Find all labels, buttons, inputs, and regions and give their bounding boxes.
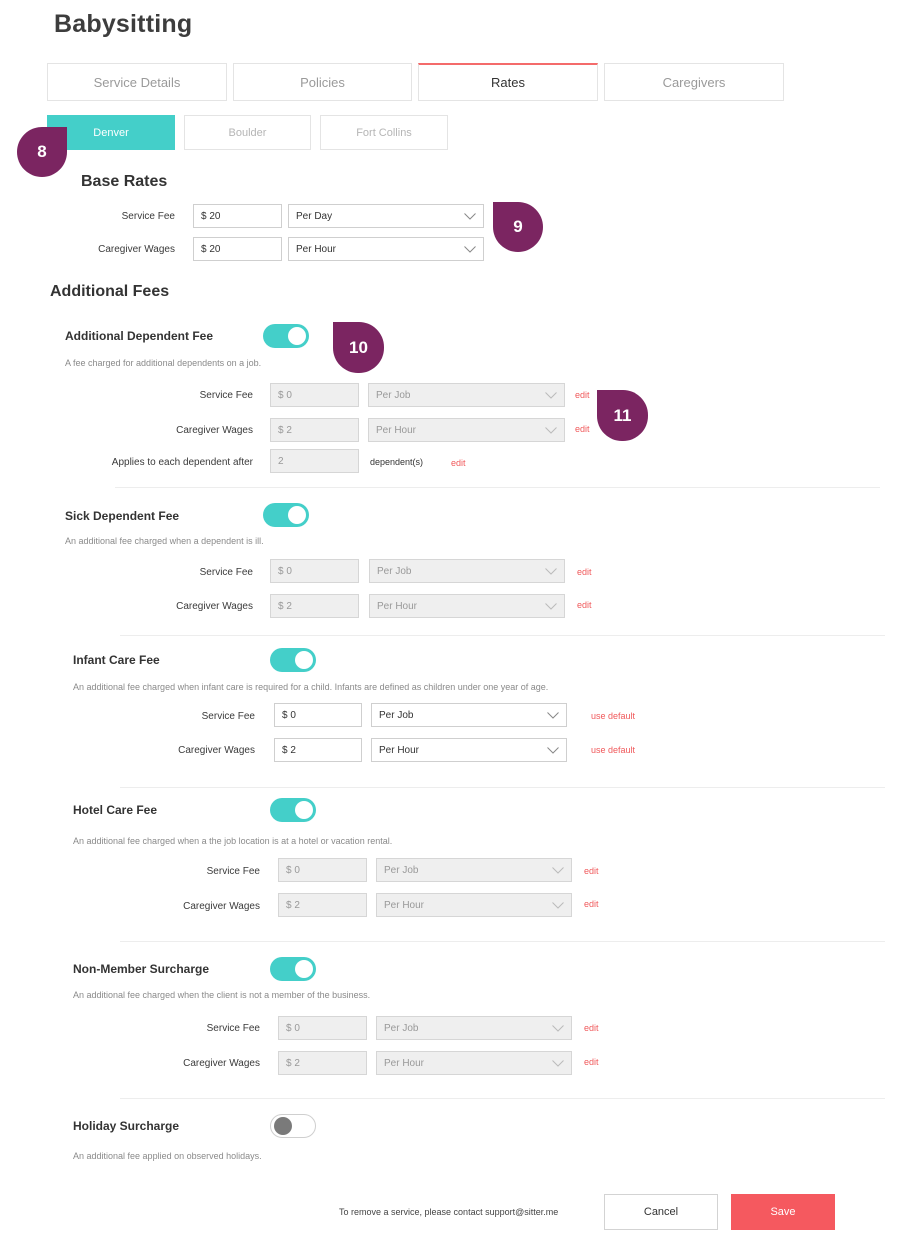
service-fee-input[interactable]: $ 0 xyxy=(270,559,359,583)
chevron-down-icon xyxy=(547,712,559,719)
infant-care-fee-title: Infant Care Fee xyxy=(73,653,160,667)
caregiver-wages-unit-select[interactable] xyxy=(371,738,567,762)
service-fee-label: Service Fee xyxy=(206,866,260,877)
toggle-knob xyxy=(295,651,313,669)
caregiver-wages-unit-select[interactable] xyxy=(369,594,565,618)
caregiver-wages-edit-link[interactable]: edit xyxy=(584,899,599,909)
service-fee-label: Service Fee xyxy=(199,567,253,578)
chevron-down-icon xyxy=(552,1025,564,1032)
caregiver-wages-edit-link[interactable]: edit xyxy=(584,1057,599,1067)
tab-rates[interactable]: Rates xyxy=(418,63,598,101)
location-tab-denver[interactable]: Denver xyxy=(47,115,175,150)
base-caregiver-wages-label: Caregiver Wages xyxy=(98,244,175,255)
service-fee-input[interactable]: $ 0 xyxy=(274,703,362,727)
base-caregiver-wages-input[interactable]: $ 20 xyxy=(193,237,282,261)
hotel-care-fee-toggle[interactable] xyxy=(270,798,316,822)
service-fee-label: Service Fee xyxy=(199,390,253,401)
additional-dependent-fee-description: A fee charged for additional dependents on a job. xyxy=(65,358,262,368)
hotel-care-fee-description: An additional fee charged when a the job location is at a hotel or vacation rental. xyxy=(73,836,393,846)
select-value: Per Hour xyxy=(384,1057,425,1069)
toggle-knob xyxy=(288,506,306,524)
caregiver-wages-edit-link[interactable]: edit xyxy=(575,424,590,434)
applies-after-input[interactable]: 2 xyxy=(270,449,359,473)
caregiver-wages-label: Caregiver Wages xyxy=(183,1058,260,1069)
caregiver-wages-label: Caregiver Wages xyxy=(176,601,253,612)
holiday-surcharge-description: An additional fee applied on observed holidays. xyxy=(73,1151,262,1161)
select-value: Per Job xyxy=(384,864,419,876)
non-member-surcharge-title: Non-Member Surcharge xyxy=(73,962,210,976)
hotel-care-fee-title: Hotel Care Fee xyxy=(73,803,158,817)
toggle-knob xyxy=(295,801,313,819)
applies-after-edit-link[interactable]: edit xyxy=(451,458,466,468)
caregiver-wages-label: Caregiver Wages xyxy=(183,901,260,912)
remove-service-note: To remove a service, please contact support@sitter.me xyxy=(339,1207,559,1217)
toggle-knob xyxy=(274,1117,292,1135)
select-value: Per Hour xyxy=(296,243,337,255)
section-divider xyxy=(120,1098,885,1099)
chevron-down-icon xyxy=(464,246,476,253)
select-value: Per Job xyxy=(377,565,412,577)
service-fee-unit-select[interactable] xyxy=(371,703,567,727)
chevron-down-icon xyxy=(545,603,557,610)
toggle-knob xyxy=(288,327,306,345)
base-service-fee-unit-select[interactable] xyxy=(288,204,484,228)
chevron-down-icon xyxy=(552,867,564,874)
dependents-suffix: dependent(s) xyxy=(370,457,424,467)
tab-caregivers[interactable]: Caregivers xyxy=(604,63,784,101)
callout-badge-10: 10 xyxy=(333,322,384,373)
select-value: Per Day xyxy=(296,210,333,222)
base-service-fee-input[interactable]: $ 20 xyxy=(193,204,282,228)
service-fee-unit-select[interactable] xyxy=(368,383,565,407)
save-button[interactable]: Save xyxy=(731,1194,835,1230)
service-fee-edit-link[interactable]: edit xyxy=(577,567,592,577)
caregiver-wages-edit-link[interactable]: edit xyxy=(577,600,592,610)
base-service-fee-label: Service Fee xyxy=(121,211,175,222)
base-rates-heading: Base Rates xyxy=(81,173,168,190)
select-value: Per Hour xyxy=(377,600,418,612)
select-value: Per Hour xyxy=(384,899,425,911)
additional-dependent-fee-title: Additional Dependent Fee xyxy=(65,329,214,343)
caregiver-wages-label: Caregiver Wages xyxy=(178,745,255,756)
callout-badge-11: 11 xyxy=(597,390,648,441)
page-title: Babysitting xyxy=(54,10,193,38)
caregiver-wages-use-default-link[interactable]: use default xyxy=(591,745,636,755)
service-fee-input[interactable]: $ 0 xyxy=(278,1016,367,1040)
chevron-down-icon xyxy=(552,902,564,909)
service-fee-input[interactable]: $ 0 xyxy=(270,383,359,407)
select-value: Per Job xyxy=(379,709,414,721)
service-fee-label: Service Fee xyxy=(201,711,255,722)
chevron-down-icon xyxy=(545,427,557,434)
caregiver-wages-unit-select[interactable] xyxy=(368,418,565,442)
service-fee-unit-select[interactable] xyxy=(376,858,572,882)
toggle-knob xyxy=(295,960,313,978)
service-fee-unit-select[interactable] xyxy=(376,1016,572,1040)
select-value: Per Job xyxy=(384,1022,419,1034)
base-caregiver-wages-unit-select[interactable] xyxy=(288,237,484,261)
applies-after-label: Applies to each dependent after xyxy=(111,457,253,468)
caregiver-wages-unit-select[interactable] xyxy=(376,893,572,917)
service-fee-unit-select[interactable] xyxy=(369,559,565,583)
service-fee-edit-link[interactable]: edit xyxy=(584,866,599,876)
non-member-surcharge-toggle[interactable] xyxy=(270,957,316,981)
caregiver-wages-input[interactable]: $ 2 xyxy=(274,738,362,762)
non-member-surcharge-description: An additional fee charged when the client is not a member of the business. xyxy=(73,990,371,1000)
chevron-down-icon xyxy=(545,392,557,399)
service-fee-edit-link[interactable]: edit xyxy=(575,390,590,400)
caregiver-wages-input[interactable]: $ 2 xyxy=(270,418,359,442)
sick-dependent-fee-title: Sick Dependent Fee xyxy=(65,509,180,523)
callout-badge-8: 8 xyxy=(17,127,67,177)
tab-policies[interactable]: Policies xyxy=(233,63,412,101)
location-tab-fort-collins[interactable]: Fort Collins xyxy=(320,115,448,150)
chevron-down-icon xyxy=(464,213,476,220)
section-divider xyxy=(120,787,885,788)
select-value: Per Hour xyxy=(376,424,417,436)
callout-badge-9: 9 xyxy=(493,202,543,252)
service-fee-label: Service Fee xyxy=(206,1023,260,1034)
select-value: Per Hour xyxy=(379,744,420,756)
section-divider xyxy=(120,635,885,636)
section-divider xyxy=(120,941,885,942)
holiday-surcharge-title: Holiday Surcharge xyxy=(73,1119,180,1133)
additional-fees-heading: Additional Fees xyxy=(50,283,170,300)
holiday-surcharge-toggle[interactable] xyxy=(270,1114,316,1138)
service-fee-use-default-link[interactable]: use default xyxy=(591,711,636,721)
infant-care-fee-toggle[interactable] xyxy=(270,648,316,672)
select-value: Per Job xyxy=(376,389,411,401)
sick-dependent-fee-toggle[interactable] xyxy=(263,503,309,527)
infant-care-fee-description: An additional fee charged when infant care is required for a child. Infants are defined as children under one year of age. xyxy=(73,682,549,692)
caregiver-wages-label: Caregiver Wages xyxy=(176,425,253,436)
caregiver-wages-input[interactable]: $ 2 xyxy=(278,893,367,917)
tab-service-details[interactable]: Service Details xyxy=(47,63,227,101)
service-fee-input[interactable]: $ 0 xyxy=(278,858,367,882)
service-fee-edit-link[interactable]: edit xyxy=(584,1023,599,1033)
sick-dependent-fee-description: An additional fee charged when a dependent is ill. xyxy=(65,536,264,546)
additional-dependent-fee-toggle[interactable] xyxy=(263,324,309,348)
chevron-down-icon xyxy=(552,1060,564,1067)
section-divider xyxy=(115,487,880,488)
chevron-down-icon xyxy=(545,568,557,575)
caregiver-wages-unit-select[interactable] xyxy=(376,1051,572,1075)
location-tab-boulder[interactable]: Boulder xyxy=(184,115,311,150)
caregiver-wages-input[interactable]: $ 2 xyxy=(278,1051,367,1075)
cancel-button[interactable]: Cancel xyxy=(604,1194,718,1230)
chevron-down-icon xyxy=(547,747,559,754)
caregiver-wages-input[interactable]: $ 2 xyxy=(270,594,359,618)
